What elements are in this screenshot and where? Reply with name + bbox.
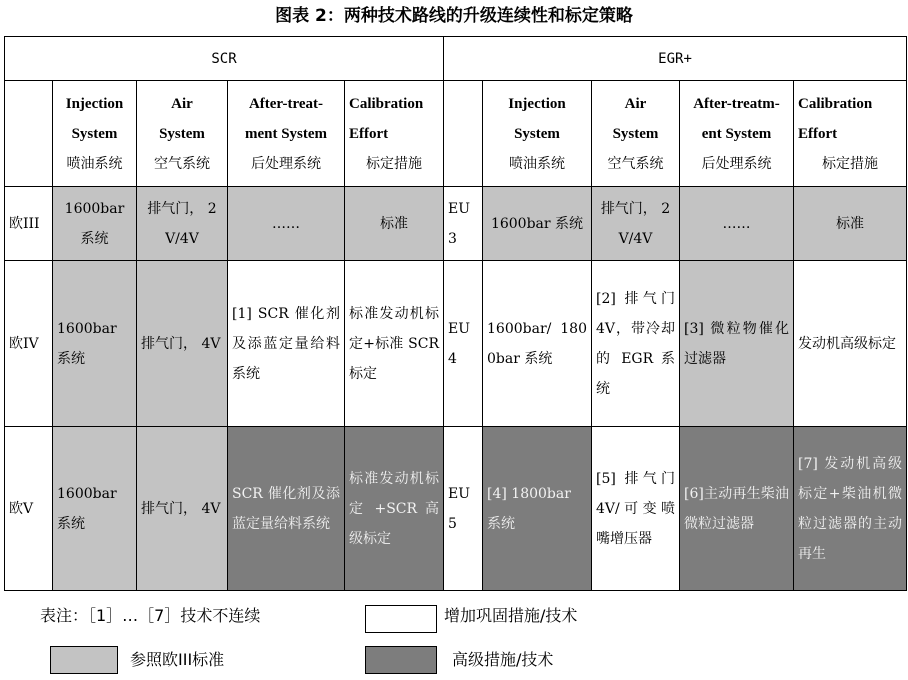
legend-label-dark: 高级措施/技术	[452, 650, 554, 669]
table-cell: [5] 排气门 4V/可变喷嘴增压器	[592, 427, 680, 591]
group-header-egr: EGR+	[444, 37, 907, 81]
table-cell: [1] SCR 催化剂及添蓝定量给料系统	[228, 261, 345, 427]
header-injection-scr: Injection System 喷油系统	[53, 81, 137, 187]
header-air-egr: Air System 空气系统	[592, 81, 680, 187]
header-blank-egr	[444, 81, 483, 187]
table-row	[5, 187, 907, 261]
row-label-egr: EU4	[444, 261, 483, 427]
header-injection-egr: Injection System 喷油系统	[483, 81, 592, 187]
group-header-scr: SCR	[5, 37, 444, 81]
header-aftertreatment-egr: After-treatm- ent System 后处理系统	[680, 81, 794, 187]
legend-swatch-dark	[365, 646, 437, 674]
table-cell: 排气门， 2V/4V	[137, 187, 228, 261]
strategy-table	[4, 36, 907, 591]
legend-label-light: 参照欧III标准	[130, 650, 225, 669]
table-cell: 1600bar 系统	[53, 261, 137, 427]
table-cell: 1600bar 系统	[483, 187, 592, 261]
row-label-scr: 欧IV	[5, 261, 53, 427]
table-cell: 排气门， 2V/4V	[592, 187, 680, 261]
table-cell: 标准	[345, 187, 444, 261]
legend-note: 表注：［1］…［7］技术不连续	[40, 606, 261, 625]
table-row	[5, 427, 907, 591]
table-cell: [7] 发动机高级标定+柴油机微粒过滤器的主动再生	[794, 427, 907, 591]
table-cell: 标准	[794, 187, 907, 261]
figure-title: 图表 2：两种技术路线的升级连续性和标定策略	[275, 6, 633, 26]
table-cell: SCR 催化剂及添蓝定量给料系统	[228, 427, 345, 591]
table-cell: 发动机高级标定	[794, 261, 907, 427]
table-cell: 1600bar 系统	[53, 187, 137, 261]
table-cell: [2] 排气门 4V，带冷却的 EGR 系统	[592, 261, 680, 427]
row-label-egr: EU3	[444, 187, 483, 261]
table-cell: ……	[228, 187, 345, 261]
header-blank-scr	[5, 81, 53, 187]
table-cell: [3] 微粒物催化过滤器	[680, 261, 794, 427]
table-cell: 1600bar/ 1800bar 系统	[483, 261, 592, 427]
table-row	[5, 261, 907, 427]
row-label-egr: EU5	[444, 427, 483, 591]
table-cell: [4] 1800bar 系统	[483, 427, 592, 591]
table-cell: 标准发动机标定+标准 SCR 标定	[345, 261, 444, 427]
header-air-scr: Air System 空气系统	[137, 81, 228, 187]
header-aftertreatment-scr: After-treat- ment System 后处理系统	[228, 81, 345, 187]
table-cell: 1600bar 系统	[53, 427, 137, 591]
legend-swatch-white	[365, 605, 437, 633]
row-label-scr: 欧V	[5, 427, 53, 591]
legend-label-white: 增加巩固措施/技术	[444, 606, 578, 625]
table-cell: 排气门， 4V	[137, 427, 228, 591]
header-calibration-scr: Calibration Effort 标定措施	[345, 81, 444, 187]
header-calibration-egr: Calibration Effort 标定措施	[794, 81, 907, 187]
row-label-scr: 欧III	[5, 187, 53, 261]
table-cell: ……	[680, 187, 794, 261]
table-cell: [6]主动再生柴油微粒过滤器	[680, 427, 794, 591]
legend-swatch-light	[50, 646, 118, 674]
table-cell: 排气门， 4V	[137, 261, 228, 427]
table-cell: 标准发动机标定 +SCR 高级标定	[345, 427, 444, 591]
